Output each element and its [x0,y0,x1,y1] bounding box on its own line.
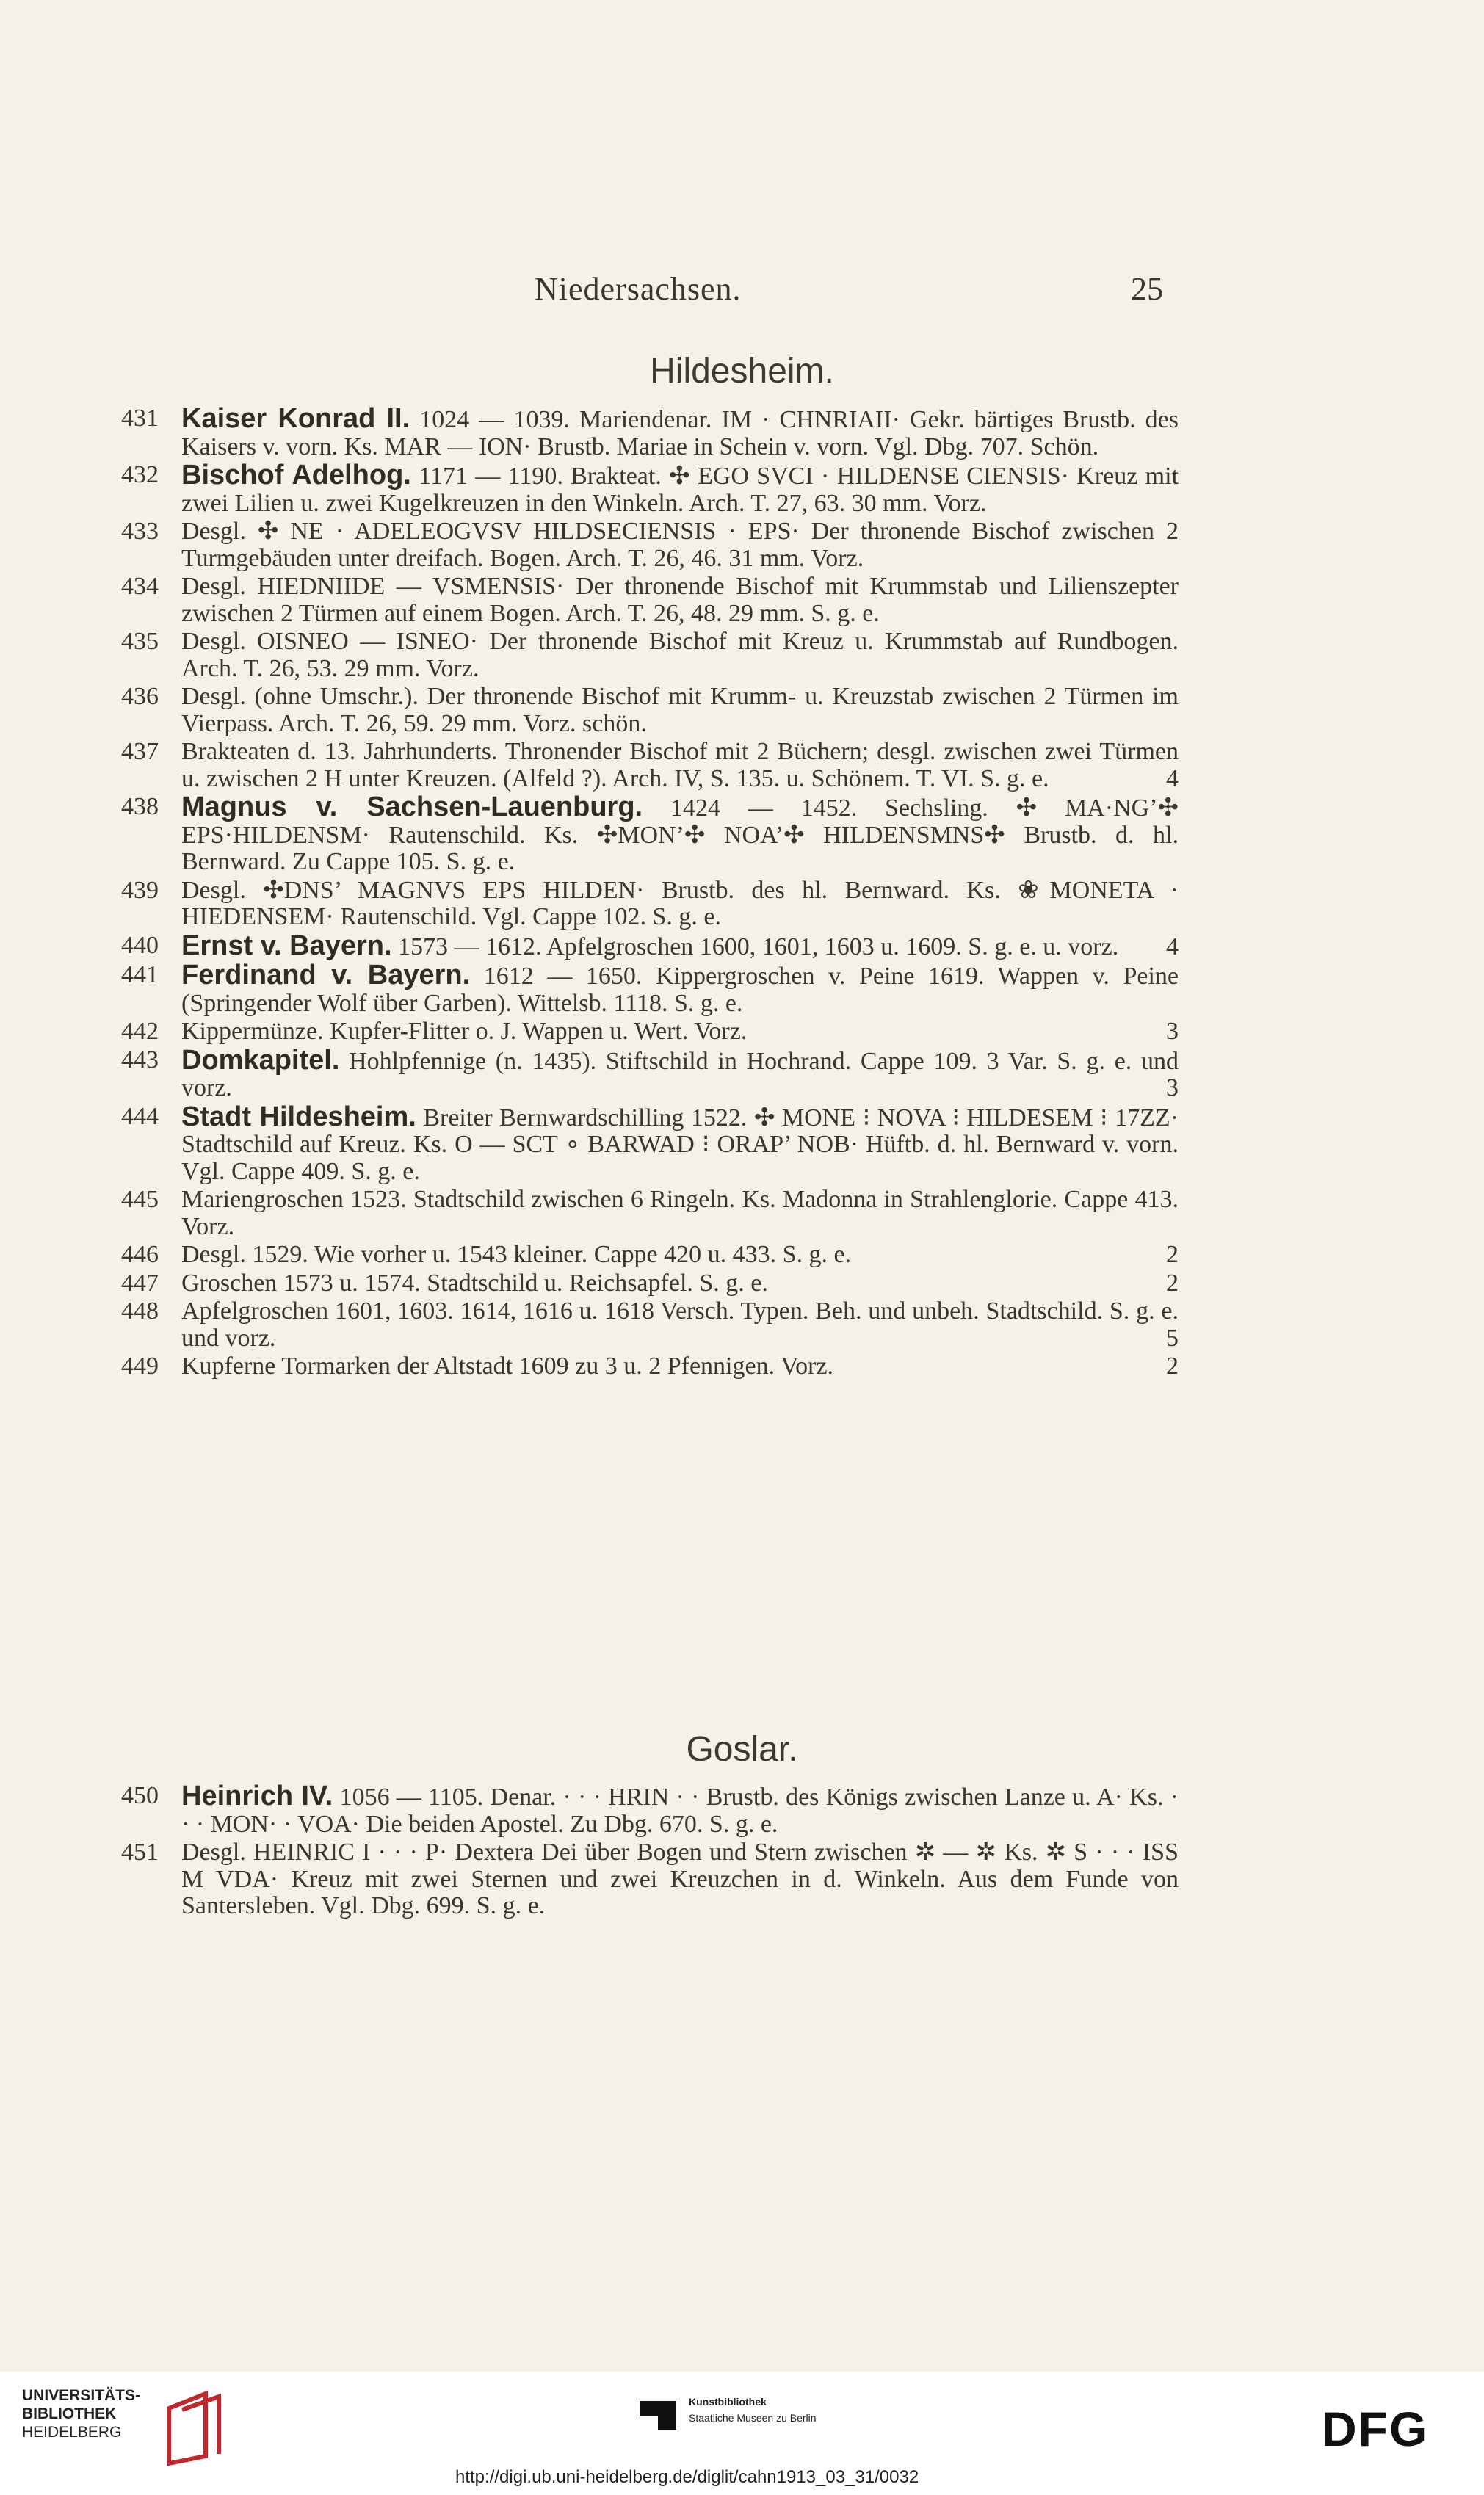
entry-number: 431 [121,405,159,432]
entry-description: Brakteaten d. 13. Jahrhunderts. Thronender Bischof mit 2 Büchern; desgl. zwischen zwei Türmen u. zwischen 2 H unter Kreuzen. (Alfeld ?). Arch. IV, S. 135. u. Schönem. T. VI. S. g. e. [181,738,1179,792]
entry-description: Kippermünze. Kupfer-Flitter o. J. Wappen u. Wert. Vorz. [181,1018,748,1045]
entry-description: Desgl. OISNEO — ISNEO· Der thronende Bischof mit Kreuz u. Krummstab auf Rundbogen. Arch. T. 26, 53. 29 mm. Vorz. [181,628,1179,682]
entry-body [181,1270,1179,1297]
entry-body [181,1839,1179,1920]
entry-number: 449 [121,1352,159,1380]
entry-price: 5 [1166,1324,1179,1352]
catalogue-entry [121,573,1179,627]
library-line: BIBLIOTHEK [22,2405,117,2422]
library-mark-icon [162,2386,228,2467]
library-line: HEIDELBERG [22,2424,122,2441]
entry-body [181,794,1179,876]
source-url[interactable]: http://digi.ub.uni-heidelberg.de/diglit/cahn1913_03_31/0032 [455,2467,919,2487]
catalogue-entry [121,1783,1179,1838]
entry-number: 448 [121,1297,159,1325]
entry-body [181,1044,1179,1102]
entry-body [181,1242,1179,1269]
entry-description: Kupferne Tormarken der Altstadt 1609 zu 3 u. 2 Pfennigen. Vorz. [181,1352,834,1380]
entry-body [181,877,1179,931]
entries-hildesheim [121,405,1179,1382]
library-line: UNIVERSITÄTS- [22,2387,141,2404]
entry-body [181,1353,1179,1380]
entry-number: 451 [121,1839,159,1866]
entry-number: 438 [121,793,159,820]
entry-description: Desgl. ✣DNS’ MAGNVS EPS HILDEN· Brustb. des hl. Bernward. Ks. ❀MONETA · HIEDENSEM· Rautenschild. Vgl. Cappe 102. S. g. e. [181,876,1179,930]
kunstbibliothek-logo[interactable] [636,2394,817,2437]
catalogue-entry [121,1298,1179,1352]
section-title-hildesheim: Hildesheim. [650,352,834,391]
catalogue-entry [121,1187,1179,1240]
entry-number: 439 [121,876,159,904]
entry-price: 2 [1166,1352,1179,1380]
catalogue-entry [121,1839,1179,1920]
entry-price: 4 [1166,764,1179,792]
entry-heading: Bischof Adelhog. [181,460,411,490]
entry-body [181,405,1179,460]
entry-body [181,1298,1179,1352]
section-title-goslar: Goslar. [686,1730,798,1769]
entry-number: 443 [121,1046,159,1073]
entry-body [181,930,1179,961]
catalogue-entry [121,629,1179,682]
catalogue-entry [121,1044,1179,1102]
entry-description: Desgl. 1529. Wie vorher u. 1543 kleiner. Cappe 420 u. 433. S. g. e. [181,1241,852,1268]
entry-heading: Ernst v. Bayern. [181,930,392,961]
entry-description: 1056 — 1105. Denar. · · · HRIN · · Brustb. des Königs zwischen Lanze u. A· Ks. · · · MON· · VOA· Die beiden Apostel. Zu Dbg. 670. S. g. e. [181,1784,1179,1838]
entry-description: Desgl. HEINRIC I · · · P· Dextera Dei über Bogen und Stern zwischen ✲ — ✲ Ks. ✲ S · · · ISS M VDA· Kreuz mit zwei Sternen und zwei Kreuzchen in d. Winkeln. Aus dem Funde von Santersleben. Vgl. Dbg. 699. S. g. e. [181,1839,1179,1919]
entry-description: Desgl. HIEDNIIDE — VSMENSIS· Der thronende Bischof mit Krummstab und Lilienszepter zwischen 2 Türmen auf einem Bogen. Arch. T. 26, 48. 29 mm. S. g. e. [181,573,1179,627]
entry-description: 1612 — 1650. Kippergroschen v. Peine 1619. Wappen v. Peine (Springender Wolf über Garben). Wittelsb. 1118. S. g. e. [181,963,1179,1017]
entry-heading: Heinrich IV. [181,1781,333,1811]
running-title: Niedersachsen. [535,271,742,307]
entry-heading: Ferdinand v. Bayern. [181,960,471,991]
entry-body [181,1187,1179,1240]
entry-number: 432 [121,461,159,488]
entry-body [181,1783,1179,1838]
entry-body [181,739,1179,792]
catalogue-entry [121,1018,1179,1046]
kb-line: Staatliche Museen zu Berlin [689,2412,817,2424]
entry-number: 450 [121,1782,159,1809]
entry-description: Desgl. ✣ NE · ADELEOGVSV HILDSECIENSIS · EPS· Der thronende Bischof zwischen 2 Turmgebäuden unter dreifach. Bogen. Arch. T. 26, 46. 31 mm. Vorz. [181,518,1179,572]
entry-number: 444 [121,1102,159,1130]
entry-description: Breiter Bernwardschilling 1522. ✣ MONE ⁝ NOVA ⁝ HILDESEM ⁝ 17ZZ· Stadtschild auf Kreuz. Ks. O — SCT ∘ BARWAD ⁝ ORAP’ NOB· Hüftb. d. hl. Bernward v. vorn. Vgl. Cappe 409. S. g. e. [181,1104,1179,1185]
catalogue-entry [121,794,1179,876]
entry-price: 2 [1166,1269,1179,1297]
entry-body [181,1101,1179,1186]
entry-body [181,518,1179,572]
entry-number: 435 [121,628,159,655]
footer-bar [0,2372,1484,2495]
entry-price: 2 [1166,1241,1179,1268]
entry-body [181,684,1179,737]
catalogue-entry [121,930,1179,961]
entry-number: 445 [121,1186,159,1213]
entries-goslar [121,1783,1179,1922]
entry-price: 3 [1166,1018,1179,1045]
university-library-logo[interactable] [22,2386,213,2467]
entry-body [181,462,1179,517]
entry-body [181,629,1179,682]
catalogue-entry [121,684,1179,737]
page-number: 25 [1131,271,1163,307]
entry-number: 447 [121,1269,159,1297]
catalogue-entry [121,1270,1179,1297]
entry-description: 1024 — 1039. Mariendenar. IM · CHNRIAII· Gekr. bärtiges Brustb. des Kaisers v. vorn. Ks. MAR — ION· Brustb. Mariae in Schein v. vorn. Vgl. Dbg. 707. Schön. [181,406,1179,460]
catalogue-entry [121,962,1179,1017]
entry-heading: Magnus v. Sachsen-Lauenburg. [181,792,643,822]
catalogue-entry [121,877,1179,931]
entry-description: 1573 — 1612. Apfelgroschen 1600, 1601, 1603 u. 1609. S. g. e. u. vorz. [398,933,1119,960]
entry-heading: Stadt Hildesheim. [181,1101,416,1132]
catalogue-entry [121,1242,1179,1269]
catalogue-entry [121,518,1179,572]
dfg-logo[interactable]: DFG [1322,2402,1429,2456]
entry-description: Desgl. (ohne Umschr.). Der thronende Bischof mit Krumm- u. Kreuzstab zwischen 2 Türmen im Vierpass. Arch. T. 26, 59. 29 mm. Vorz. schön. [181,683,1179,737]
entry-number: 442 [121,1018,159,1045]
catalogue-entry [121,1353,1179,1380]
entry-number: 437 [121,738,159,765]
entry-heading: Kaiser Konrad II. [181,403,410,434]
catalogue-entry [121,462,1179,517]
entry-number: 441 [121,961,159,988]
entry-description: Apfelgroschen 1601, 1603. 1614, 1616 u. 1618 Versch. Typen. Beh. und unbeh. Stadtschild. S. g. e. und vorz. [181,1297,1179,1352]
kunstbibliothek-mark-icon [636,2394,680,2434]
entry-number: 446 [121,1241,159,1268]
entry-body [181,1018,1179,1046]
catalogue-entry [121,405,1179,460]
entry-description: 1171 — 1190. Brakteat. ✣ EGO SVCI · HILDENSE CIENSIS· Kreuz mit zwei Lilien u. zwei Kugelkreuzen in den Winkeln. Arch. T. 27, 63. 30 mm. Vorz. [181,463,1179,517]
entry-body [181,573,1179,627]
catalogue-entry [121,1101,1179,1186]
catalogue-entry [121,739,1179,792]
entry-number: 433 [121,518,159,545]
entry-description: Hohlpfennige (n. 1435). Stiftschild in Hochrand. Cappe 109. 3 Var. S. g. e. und vorz. [181,1047,1179,1101]
entry-price: 4 [1166,933,1179,960]
kb-line: Kunstbibliothek [689,2396,767,2408]
entry-description: 1424 — 1452. Sechsling. ✣ MA·NG’✣ EPS·HILDENSM· Rautenschild. Ks. ✣MON’✣ NOA’✣ HILDENSMNS✣ Brustb. d. hl. Bernward. Zu Cappe 105. S. g. e. [181,794,1179,875]
entry-description: Groschen 1573 u. 1574. Stadtschild u. Reichsapfel. S. g. e. [181,1269,768,1297]
entry-price: 3 [1166,1074,1179,1101]
entry-number: 436 [121,683,159,710]
entry-number: 434 [121,573,159,600]
entry-heading: Domkapitel. [181,1044,340,1076]
entry-description: Mariengroschen 1523. Stadtschild zwischen 6 Ringeln. Ks. Madonna in Strahlenglorie. Cappe 413. Vorz. [181,1186,1179,1240]
entry-body [181,962,1179,1017]
entry-number: 440 [121,931,159,959]
